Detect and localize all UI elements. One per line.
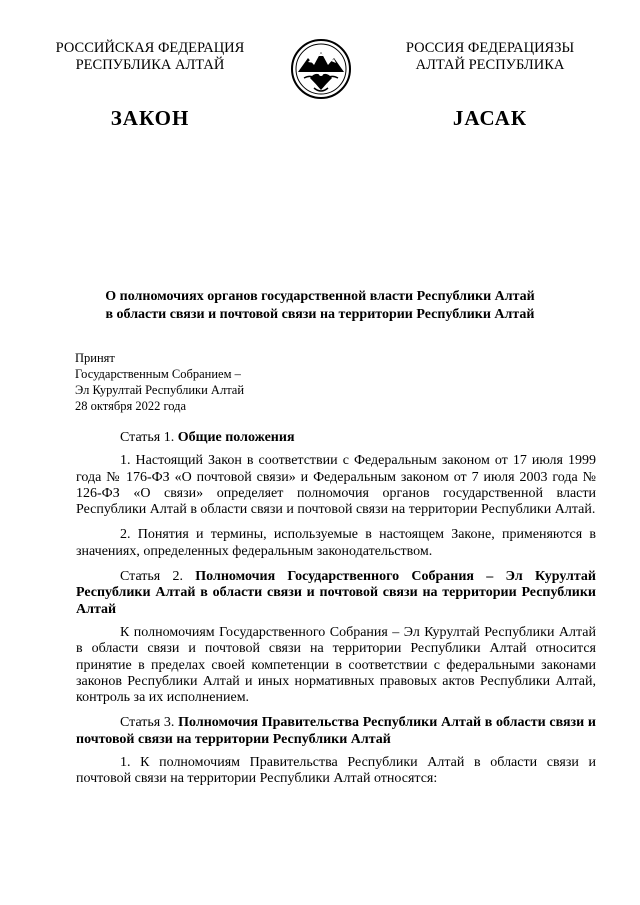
header-right — [370, 40, 610, 74]
adoption-line2: Государственным Собранием – — [75, 367, 241, 381]
article-3-heading — [76, 715, 596, 748]
law-title-line1: О полномочиях органов государственной власти Республики Алтай — [105, 289, 535, 304]
article-2-title: Полномочия Государственного Собрания – Эл Курултай Республики Алтай в области связи и почтовой связи на территории Республики Алтай — [76, 569, 596, 617]
header-left-line1: РОССИЙСКАЯ ФЕДЕРАЦИЯ — [55, 40, 245, 56]
header-right-line2: АЛТАЙ РЕСПУБЛИКА — [415, 57, 565, 73]
article-3-prefix: Статья 3. — [120, 715, 175, 731]
article-1-prefix: Статья 1. — [120, 430, 175, 445]
article-1-title: Общие положения — [177, 430, 295, 445]
article-3-title: Полномочия Правительства Республики Алтай в области связи и почтовой связи на территории Республики Алтай — [76, 715, 596, 747]
article-2-paragraph-1: К полномочиям Государственного Собрания – Эл Курултай Республики Алтай в области связи и почтовой связи на территории Республики Алтай относится принятие в пределах своей компетенции в соответствии с федеральными законами законов Республики Алтай и иных нормативных правовых актов Республики Алтай, контроль за их исполнением. — [76, 624, 596, 706]
article-1-paragraph-2: 2. Понятия и термины, используемые в настоящем Законе, применяются в значениях, определенных федеральным законодательством. — [76, 527, 596, 559]
law-heading-russian: ЗАКОН — [110, 106, 190, 130]
article-3-paragraph-1: 1. К полномочиям Правительства Республики Алтай в области связи и почтовой связи на территории Республики Алтай относятся: — [76, 755, 596, 787]
header-left-line2: РЕСПУБЛИКА АЛТАЙ — [75, 57, 225, 73]
article-1-paragraph-1: 1. Настоящий Закон в соответствии с Федеральным законом от 17 июля 1999 года № 176-ФЗ «О почтовой связи» и Федеральным законом от 7 июля 2003 года № 126-ФЗ «О связи» определяет полномочия органов государственной власти Республики Алтай в области связи и почтовой связи на территории Республики Алтай. — [76, 453, 596, 518]
law-title-line2: в области связи и почтовой связи на территории Республики Алтай — [105, 307, 535, 322]
article-2-prefix: Статья 2. — [120, 569, 184, 585]
adoption-line3: Эл Курултай Республики Алтай — [75, 383, 245, 397]
article-2-heading — [76, 569, 596, 618]
adoption-date: 28 октября 2022 года — [75, 399, 187, 413]
law-title — [70, 288, 570, 324]
article-1-heading — [76, 430, 596, 446]
adoption-info — [75, 350, 244, 414]
coat-of-arms-icon — [290, 38, 352, 100]
header-right-line1: РОССИЯ ФЕДЕРАЦИЯЗЫ — [405, 40, 575, 56]
law-heading-altai: JАСАК — [452, 106, 528, 130]
adoption-line1: Принят — [75, 351, 115, 365]
header-left — [30, 40, 270, 74]
law-body — [76, 430, 596, 797]
